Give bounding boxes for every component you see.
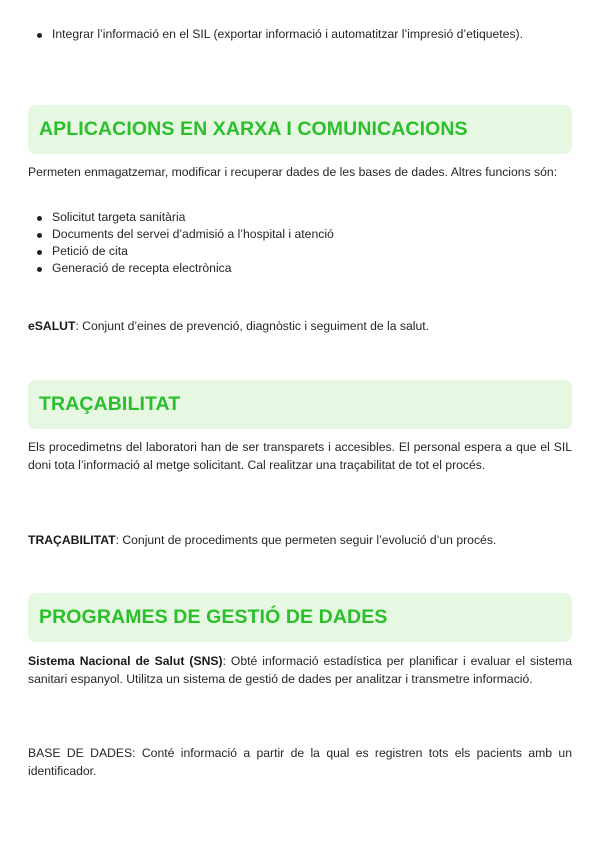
definition-text: : Conjunt de procediments que permeten seguir l’evolució d’un procés.: [115, 533, 497, 547]
section-title: PROGRAMES DE GESTIÓ DE DADES: [39, 606, 388, 628]
section-title: APLICACIONS EN XARXA I COMUNICACIONS: [39, 118, 468, 140]
list-item: Integrar l’informació en el SIL (exportar informació i automatitzar l’impresió d’etiquetes).: [28, 26, 572, 43]
definition-term: Sistema Nacional de Salut (SNS): [28, 654, 223, 668]
section-heading-tracabilitat: [28, 380, 572, 429]
section-intro: Permeten enmagatzemar, modificar i recuperar dades de les bases de dades. Altres funcions són:: [28, 165, 558, 179]
section-heading-aplicacions: [28, 105, 572, 154]
definition-text: : Conjunt d’eines de prevenció, diagnòstic i seguiment de la salut.: [75, 319, 430, 333]
section-intro: Els procedimetns del laboratori han de ser transparets i accesibles. El personal espera a que el SIL doni tota l’informació al metge solicitant. Cal realitzar una traçabilitat de tot el procés.: [28, 440, 572, 472]
section-title: TRAÇABILITAT: [39, 393, 181, 415]
list-item: Generació de recepta electrònica: [28, 260, 572, 277]
definition-text: : Obté informació estadística per planificar i evaluar el sistema sanitari espanyol. Utilitza un sistema de gestió de dades per analitzar i transmetre informació.: [28, 654, 572, 686]
definition-sns: [28, 653, 572, 688]
definition-esalut: [28, 318, 572, 336]
definition-term: eSALUT: [28, 319, 76, 333]
functions-list: [28, 209, 572, 277]
definition-tracabilitat: [28, 532, 572, 550]
section-heading-programes: [28, 593, 572, 642]
list-item: Solicitut targeta sanitària: [28, 209, 572, 226]
top-bullet-list: [28, 26, 572, 43]
list-item: Documents del servei d’admisió a l’hospital i atenció: [28, 226, 572, 243]
note-base-de-dades: BASE DE DADES: Conté informació a partir de la qual es registren tots els pacients amb un identificador.: [28, 746, 572, 778]
definition-term: TRAÇABILITAT: [28, 533, 116, 547]
list-item: Petició de cita: [28, 243, 572, 260]
